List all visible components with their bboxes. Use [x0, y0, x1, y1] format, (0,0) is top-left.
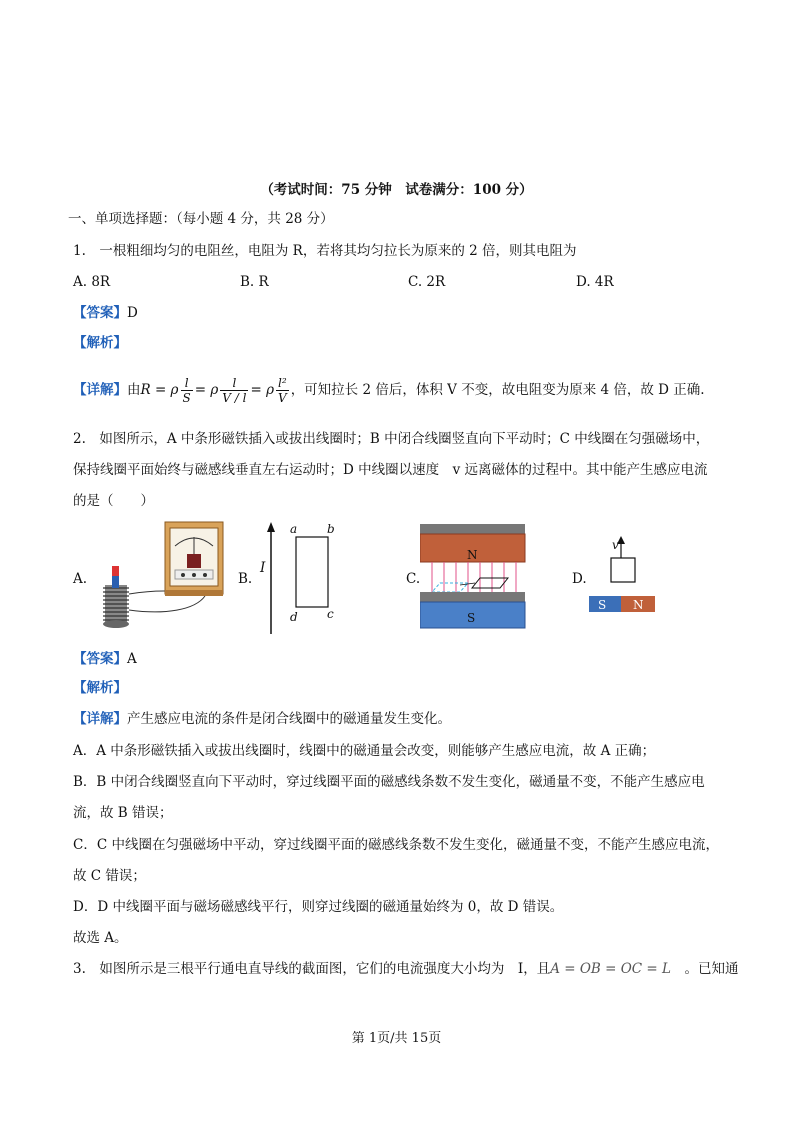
current-label-i: I	[260, 560, 266, 576]
exam-info: （考试时间：75 分钟 试卷满分：100 分）	[260, 182, 533, 198]
galvanometer-icon	[165, 522, 223, 596]
q1-stem: 1. 一根粗细均匀的电阻丝，电阻为 R，若将其均匀拉长为原来的 2 倍，则其电阻为	[73, 243, 577, 259]
square-loop	[611, 558, 635, 582]
q1-option-b: B. R	[240, 274, 269, 290]
detail-text: 产生感应电流的条件是闭合线圈中的磁通量发生变化。	[127, 711, 451, 727]
q2-answer	[73, 650, 137, 668]
d-s-label: S	[598, 598, 607, 612]
q2-line-b2: 流，故 B 错误；	[73, 805, 173, 821]
corner-b: b	[327, 522, 335, 536]
q2-line-b1: B．B 中闭合线圈竖直向下平动时，穿过线圈平面的磁感线条数不发生变化，磁通量不变，不能产生感应电	[73, 774, 705, 790]
q2-stem-line3: 的是（ ）	[73, 493, 154, 509]
current-arrow-icon	[267, 522, 275, 532]
fig-b-label: B.	[238, 571, 253, 587]
q2-line-c2: 故 C 错误；	[73, 868, 146, 884]
answer-value: D	[127, 305, 138, 321]
answer-tag: 【答案】	[73, 305, 127, 321]
fig-d-label: D.	[572, 571, 587, 587]
resistance-formula: R = ρ $\frac{l}{S}$ = ρ $\frac{l}{V / l}$ = ρ $\frac{\text{l²}}{V}$	[140, 376, 287, 405]
section-title: 一、单项选择题：（每小题 4 分，共 28 分）	[68, 211, 334, 227]
answer-tag: 【答案】	[73, 651, 127, 667]
q1-detail	[73, 372, 705, 408]
bar-magnet-icon	[112, 566, 119, 588]
c-n-label: N	[467, 548, 478, 562]
loop-after	[472, 578, 508, 588]
corner-c: c	[327, 607, 334, 621]
q3-stem-suffix: 。已知通	[684, 961, 739, 977]
q3-stem-prefix: 3. 如图所示是三根平行通电直导线的截面图，它们的电流强度大小均为 I，且	[73, 961, 551, 977]
fig-a-label: A.	[73, 571, 88, 587]
q1-analysis-tag: 【解析】	[73, 335, 127, 351]
d-v-label: v	[612, 538, 619, 552]
figure-d-loop-moving	[585, 530, 665, 615]
q3-formula: A = OB = OC = L	[550, 961, 672, 977]
q1-option-d: D. 4R	[576, 274, 614, 290]
corner-d: d	[290, 610, 298, 624]
detail-tag: 【详解】	[73, 382, 127, 398]
q3-stem	[73, 960, 739, 978]
q2-detail	[73, 710, 451, 728]
c-s-label: S	[467, 611, 476, 625]
q1-option-c: C. 2R	[408, 274, 446, 290]
fig-c-label: C.	[406, 571, 421, 587]
q2-stem-line1: 2. 如图所示，A 中条形磁铁插入或拔出线圈时；B 中闭合线圈竖直向下平动时；C 中线圈在匀强磁场中，	[73, 431, 710, 447]
rectangular-loop	[296, 537, 328, 607]
q2-analysis-tag: 【解析】	[73, 680, 127, 696]
s-pole-top	[420, 592, 525, 602]
detail-suffix: ，可知拉长 2 倍后，体积 V 不变，故电阻变为原来 4 倍，故 D 正确.	[290, 382, 705, 398]
q1-answer	[73, 304, 138, 322]
d-n-label: N	[633, 598, 644, 612]
coil-icon	[103, 585, 129, 628]
detail-tag: 【详解】	[73, 711, 127, 727]
q2-line-c1: C．C 中线圈在匀强磁场中平动，穿过线圈平面的磁感线条数不发生变化，磁通量不变，不能产生感应电流，	[73, 837, 719, 853]
q2-conclusion: 故选 A。	[73, 930, 128, 946]
q1-option-a: A. 8R	[73, 274, 111, 290]
detail-prefix: 由	[127, 382, 141, 398]
q2-line-a: A．A 中条形磁铁插入或拔出线圈时，线圈中的磁通量会改变，则能够产生感应电流，故 A 正确；	[73, 743, 656, 759]
q2-line-d: D．D 中线圈平面与磁场磁感线平行，则穿过线圈的磁通量始终为 0，故 D 错误。	[73, 899, 564, 915]
corner-a: a	[290, 522, 298, 536]
figure-a-galvanometer	[95, 520, 230, 630]
n-pole-top	[420, 524, 525, 534]
page-footer: 第 1页/共 15页	[351, 1031, 442, 1046]
answer-value: A	[127, 651, 137, 667]
q2-stem-line2: 保持线圈平面始终与磁感线垂直左右运动时；D 中线圈以速度 v 远离磁体的过程中。其中能产生感应电流	[73, 462, 708, 478]
